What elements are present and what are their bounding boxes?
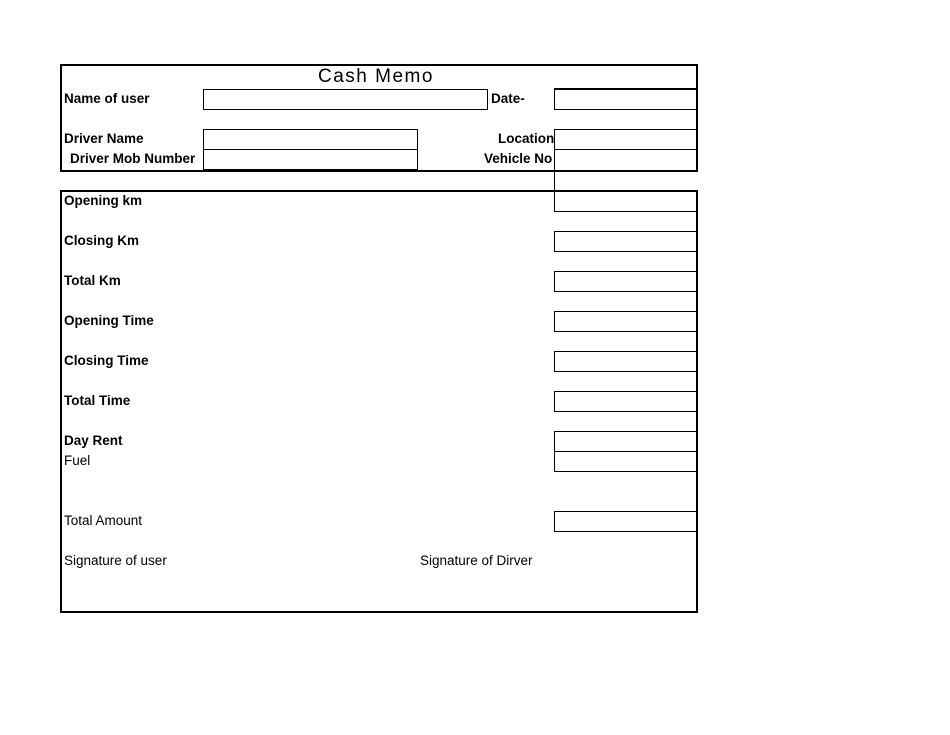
opening-time-field[interactable] [554, 311, 697, 332]
closing-time-field[interactable] [554, 351, 697, 372]
closing-km-label: Closing Km [64, 233, 140, 248]
fuel-label: Fuel [64, 453, 91, 468]
vehicle-no-field[interactable] [554, 149, 697, 171]
opening-km-field[interactable] [554, 191, 697, 212]
day-rent-field[interactable] [554, 431, 697, 452]
name-of-user-field[interactable] [203, 89, 488, 110]
total-time-field[interactable] [554, 391, 697, 412]
driver-mob-field[interactable] [203, 149, 418, 170]
date-label: Date- [491, 91, 525, 106]
driver-mob-label: Driver Mob Number [70, 151, 196, 166]
name-of-user-label: Name of user [64, 91, 150, 106]
opening-time-label: Opening Time [64, 313, 154, 328]
page-title: Cash Memo [318, 66, 434, 87]
total-amount-label: Total Amount [64, 513, 143, 528]
opening-km-label: Opening km [64, 193, 143, 208]
date-top-rule [554, 88, 697, 89]
location-field[interactable] [554, 129, 697, 150]
closing-km-field[interactable] [554, 231, 697, 252]
day-rent-label: Day Rent [64, 433, 123, 448]
date-field[interactable] [554, 89, 697, 110]
section-connector [554, 170, 555, 192]
total-km-label: Total Km [64, 273, 121, 288]
driver-name-field[interactable] [203, 129, 418, 150]
location-label: Location [498, 131, 555, 146]
total-time-label: Total Time [64, 393, 131, 408]
fuel-field[interactable] [554, 451, 697, 472]
signature-driver-label: Signature of Dirver [420, 553, 533, 568]
closing-time-label: Closing Time [64, 353, 149, 368]
total-amount-field[interactable] [554, 511, 697, 532]
vehicle-no-label: Vehicle No [484, 151, 553, 166]
driver-name-label: Driver Name [64, 131, 144, 146]
total-km-field[interactable] [554, 271, 697, 292]
signature-user-label: Signature of user [64, 553, 167, 568]
